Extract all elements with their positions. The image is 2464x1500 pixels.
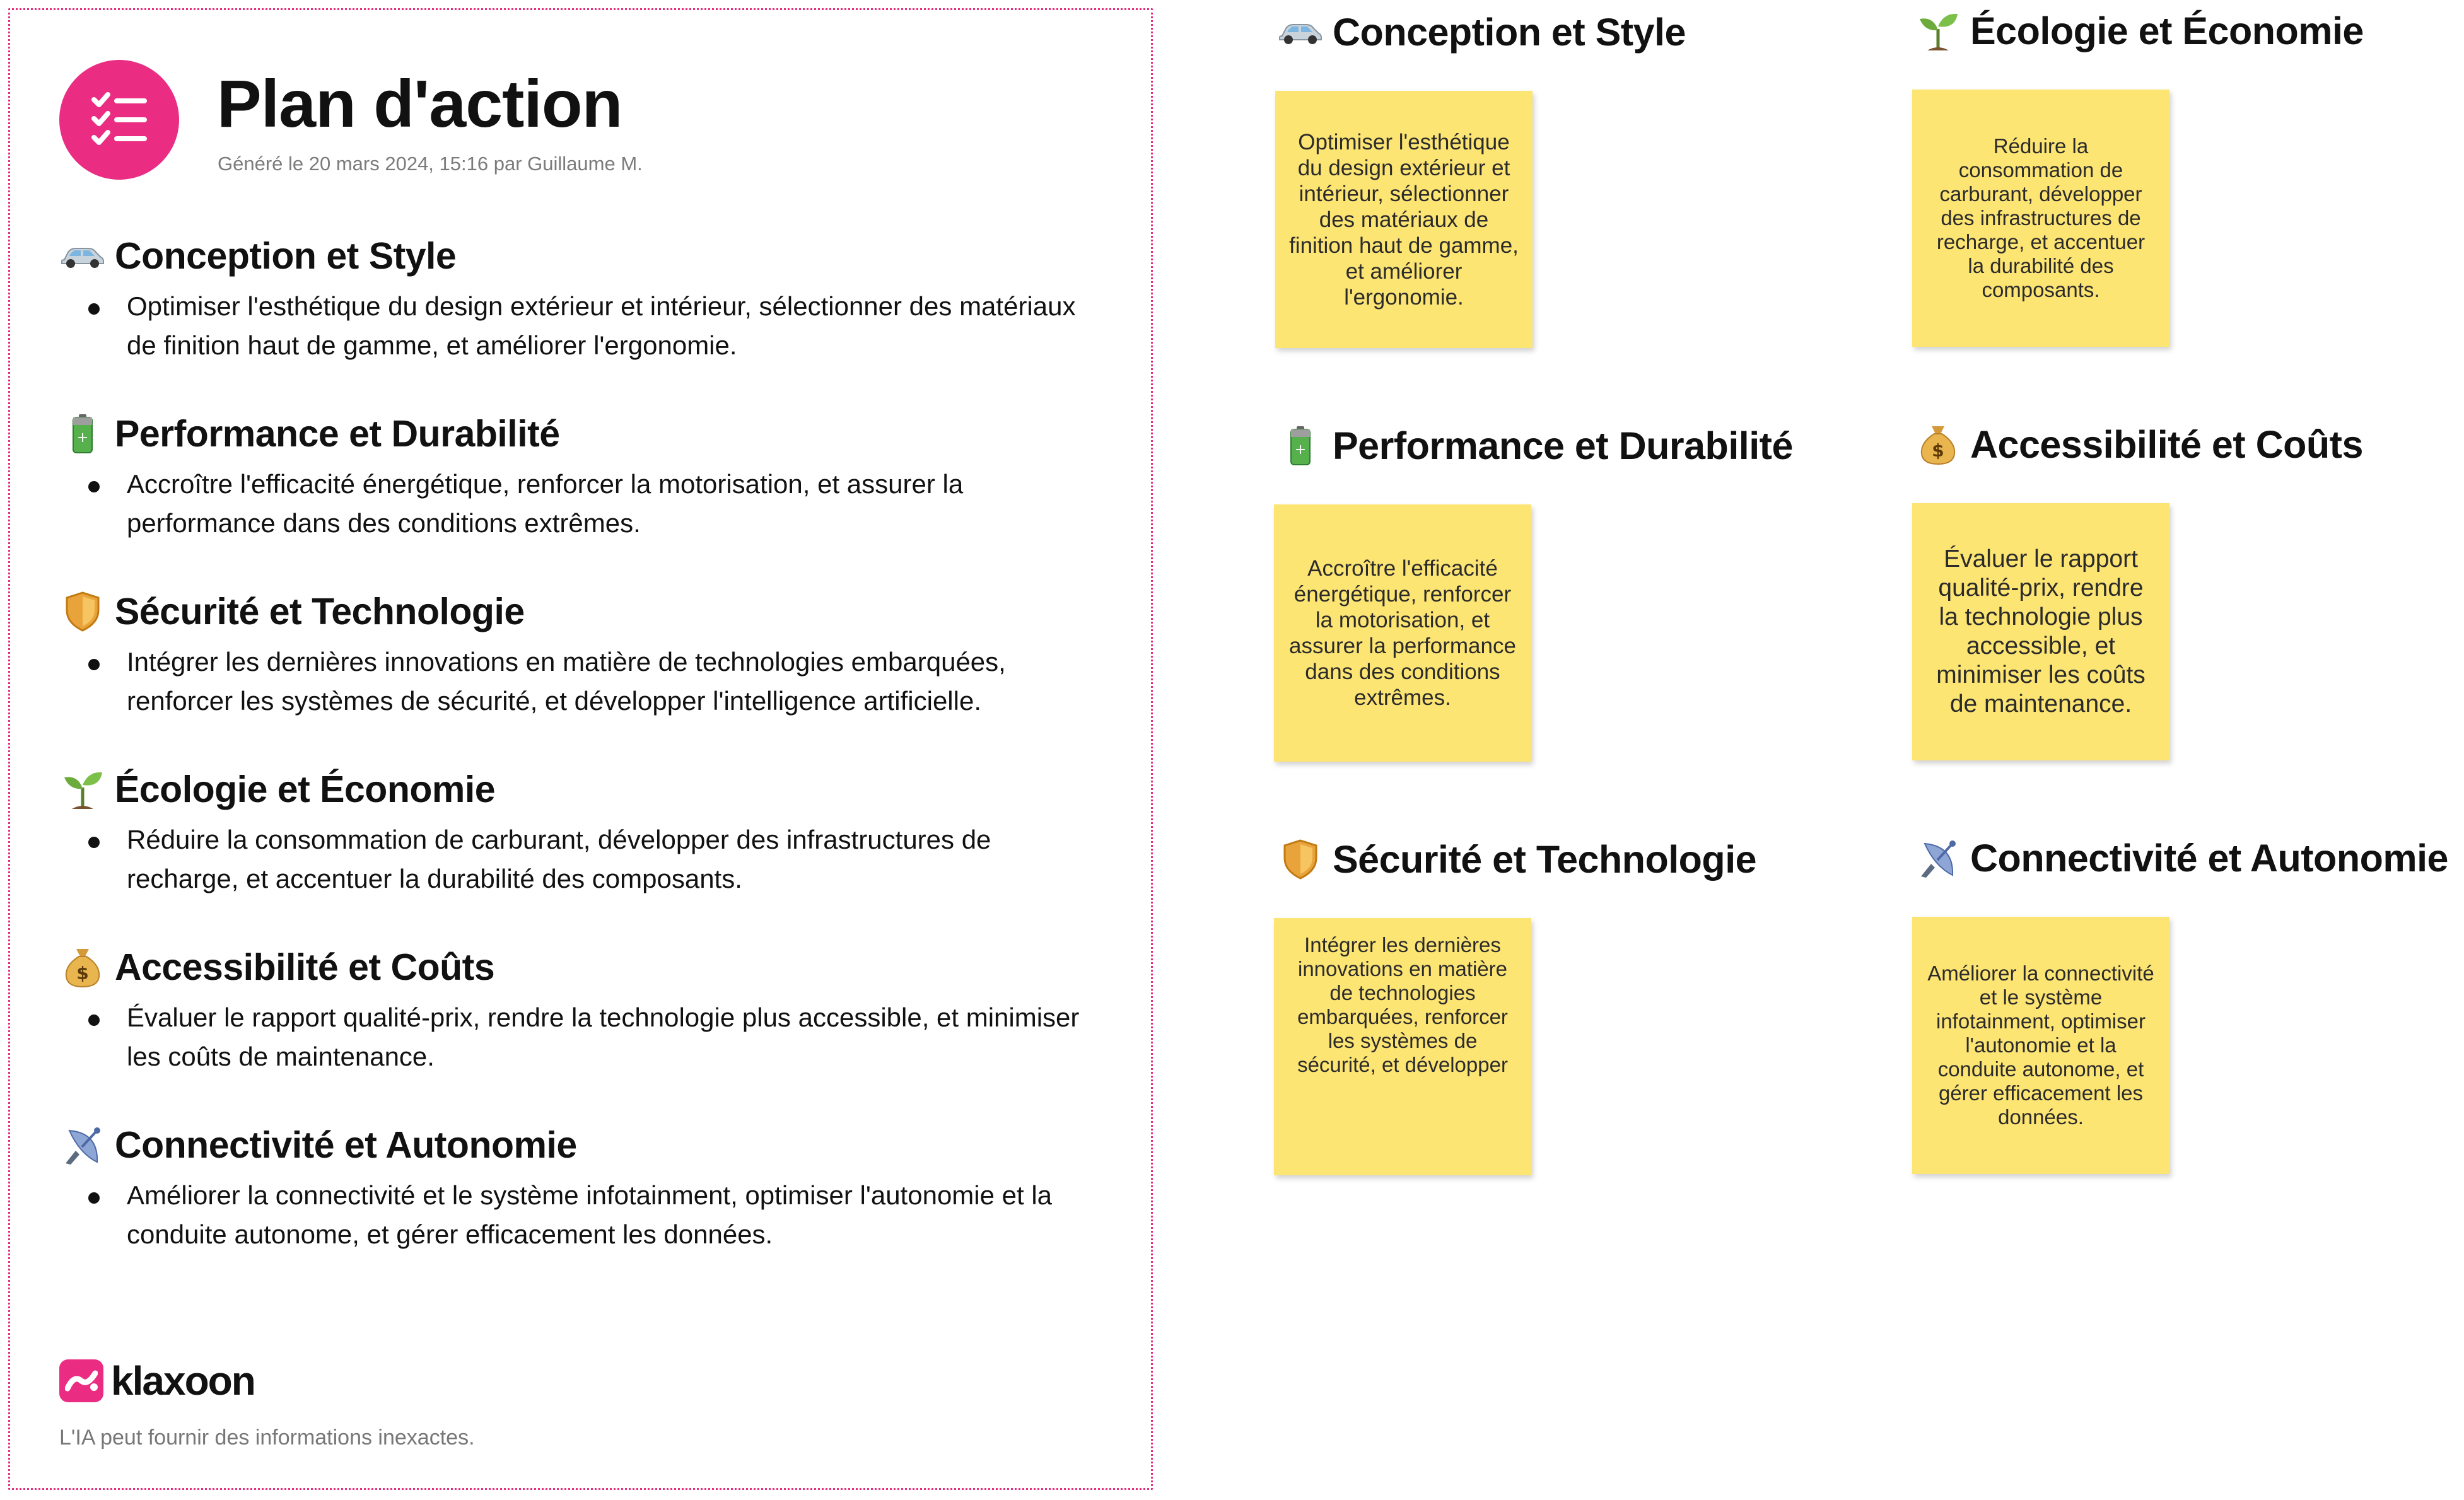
board-heading: Conception et Style	[1333, 11, 1686, 54]
sticky-note[interactable]: Intégrer les dernières innovations en matière de technologies embarquées, renforcer les systèmes de sécurité, et développer	[1274, 918, 1531, 1175]
section-ecologie-economie	[59, 761, 1094, 898]
section-bullet: Évaluer le rapport qualité-prix, rendre la technologie plus accessible, et minimiser les coûts de maintenance.	[127, 1003, 1080, 1071]
board-heading-performance-durabilite	[1277, 417, 1793, 474]
section-securite-technologie	[59, 583, 1094, 721]
svg-text:+: +	[76, 430, 89, 446]
section-performance-durabilite	[59, 405, 1094, 543]
section-heading: Écologie et Économie	[115, 769, 496, 810]
section-heading: Sécurité et Technologie	[115, 591, 525, 632]
section-connectivite-autonomie	[59, 1117, 1094, 1254]
page-title: Plan d'action	[217, 67, 622, 141]
action-plan-panel	[8, 8, 1153, 1490]
section-conception-style	[59, 228, 1094, 365]
seedling-icon	[1915, 8, 1961, 54]
brand-name: klaxoon	[111, 1358, 255, 1404]
car-icon	[59, 233, 106, 279]
sticky-note[interactable]: Améliorer la connectivité et le système infotainment, optimiser l'autonomie et la conduite autonome, et gérer efficacement les données.	[1912, 917, 2169, 1174]
board-heading: Performance et Durabilité	[1333, 424, 1793, 467]
sticky-note[interactable]: Évaluer le rapport qualité-prix, rendre la technologie plus accessible, et minimiser les coûts de maintenance.	[1912, 503, 2169, 760]
klaxoon-mark-icon	[59, 1359, 103, 1402]
battery-icon	[1277, 422, 1324, 469]
shield-icon	[59, 588, 106, 635]
satellite-antenna-icon	[1915, 835, 1961, 881]
battery-icon	[59, 410, 106, 457]
sticky-note[interactable]: Réduire la consommation de carburant, développer des infrastructures de recharge, et accentuer la durabilité des composants.	[1912, 90, 2169, 347]
svg-text:$: $	[1932, 440, 1944, 461]
sticky-note[interactable]: Optimiser l'esthétique du design extérieur et intérieur, sélectionner des matériaux de finition haut de gamme, et améliorer l'ergonomie.	[1275, 91, 1533, 348]
section-heading: Accessibilité et Coûts	[115, 946, 495, 988]
board-heading: Accessibilité et Coûts	[1970, 423, 2363, 466]
section-bullet: Améliorer la connectivité et le système infotainment, optimiser l'autonomie et la conduite autonome, et gérer efficacement les données.	[127, 1180, 1053, 1249]
section-bullet: Réduire la consommation de carburant, développer des infrastructures de recharge, et accentuer la durabilité des composants.	[127, 825, 991, 893]
money-bag-icon	[59, 944, 106, 991]
svg-text:+: +	[1294, 442, 1307, 458]
section-heading: Conception et Style	[115, 235, 457, 277]
section-bullet: Intégrer les dernières innovations en matière de technologies embarquées, renforcer les systèmes de sécurité, et développer l'intelligence artificielle.	[127, 647, 1006, 716]
section-bullet: Accroître l'efficacité énergétique, renforcer la motorisation, et assurer la performance dans des conditions extrêmes.	[127, 469, 964, 538]
board-heading: Écologie et Économie	[1970, 9, 2364, 52]
section-heading: Connectivité et Autonomie	[115, 1124, 577, 1166]
sticky-note[interactable]: Accroître l'efficacité énergétique, renforcer la motorisation, et assurer la performance dans des conditions extrêmes.	[1274, 504, 1531, 762]
ai-disclaimer: L'IA peut fournir des informations inexactes.	[59, 1426, 475, 1450]
generated-info: Généré le 20 mars 2024, 15:16 par Guillaume M.	[218, 153, 643, 175]
shield-icon	[1277, 836, 1324, 883]
checklist-icon	[59, 60, 179, 180]
section-bullet: Optimiser l'esthétique du design extérieur et intérieur, sélectionner des matériaux de finition haut de gamme, et améliorer l'ergonomie.	[127, 291, 1076, 360]
klaxoon-logo	[59, 1359, 255, 1402]
money-bag-icon	[1915, 421, 1961, 468]
car-icon	[1277, 9, 1324, 55]
board-heading-accessibilite-couts	[1915, 416, 2363, 473]
board-heading-ecologie-economie	[1915, 3, 2364, 59]
section-accessibilite-couts	[59, 939, 1094, 1076]
board-heading-conception-style	[1277, 4, 1686, 61]
board-heading-securite-technologie	[1277, 831, 1756, 888]
seedling-icon	[59, 766, 106, 813]
board-heading-connectivite-autonomie	[1915, 830, 2448, 887]
board-heading: Sécurité et Technologie	[1333, 838, 1757, 881]
section-heading: Performance et Durabilité	[115, 413, 560, 455]
svg-text:$: $	[76, 963, 89, 984]
board-heading: Connectivité et Autonomie	[1970, 837, 2448, 880]
satellite-antenna-icon	[59, 1122, 106, 1168]
